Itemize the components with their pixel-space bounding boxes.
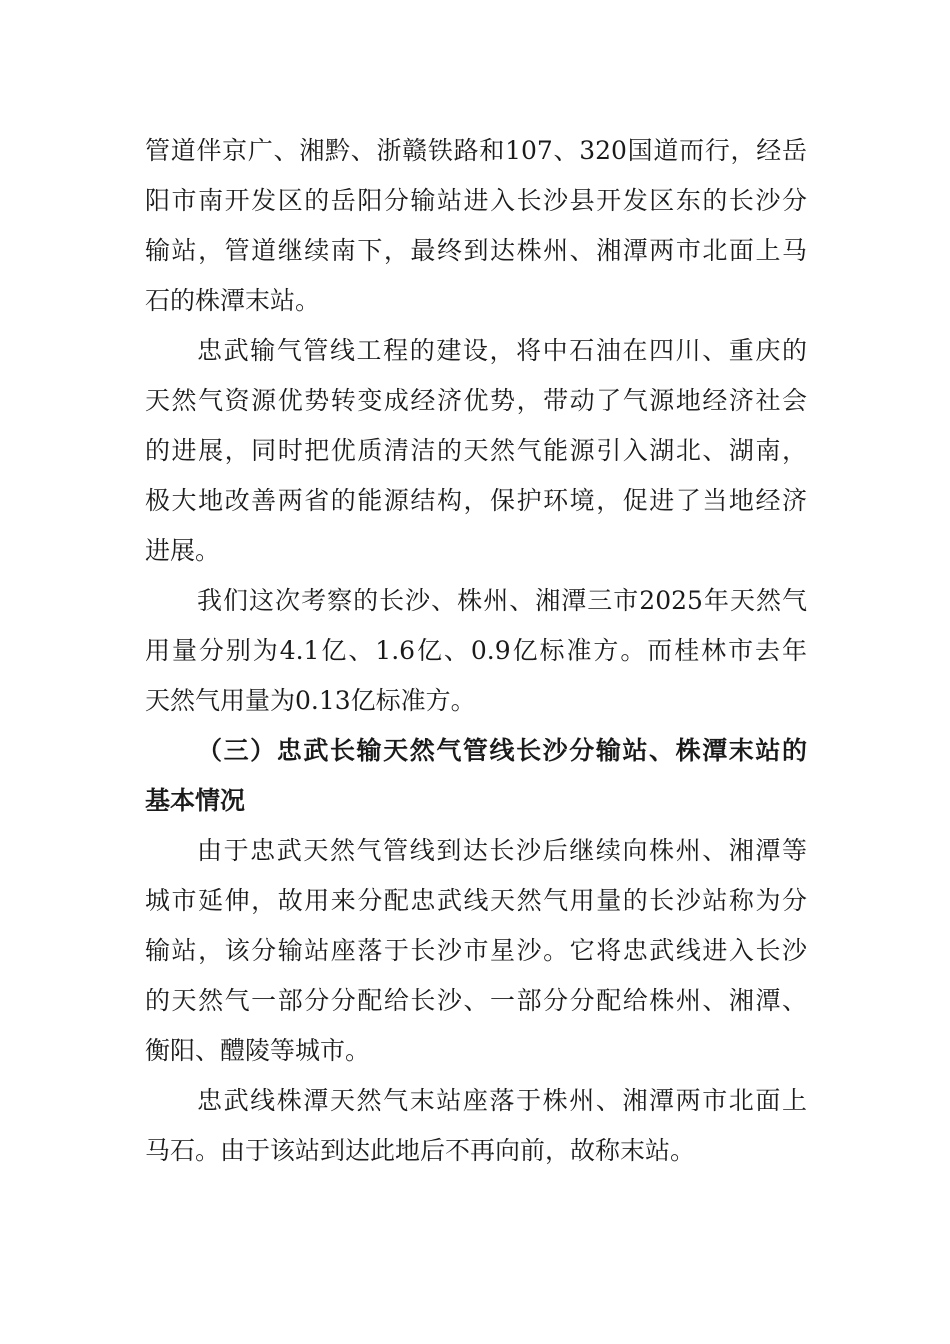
- text-line: 马石。由于该站到达此地后不再向前，故称末站。: [145, 1136, 696, 1165]
- section-heading: [145, 726, 807, 826]
- text-line: 的天然气一部分分配给长沙、一部分分配给株州、湘潭、: [145, 986, 807, 1015]
- heading-line: （三）忠武长输天然气管线长沙分输站、株潭末站的: [197, 736, 807, 765]
- paragraph-gas-consumption: [145, 576, 807, 726]
- text-line: 进展。: [145, 536, 221, 565]
- text-line: 衡阳、醴陵等城市。: [145, 1036, 371, 1065]
- paragraph-changsha-station: [145, 826, 807, 1076]
- text-line: 我们这次考察的长沙、株州、湘潭三市2025年天然气: [197, 586, 807, 615]
- text-line: 输站，该分输站座落于长沙市星沙。它将忠武线进入长沙: [145, 936, 807, 965]
- paragraph-pipeline-route: [145, 126, 807, 326]
- paragraph-project-benefits: [145, 326, 807, 576]
- text-line: 由于忠武天然气管线到达长沙后继续向株州、湘潭等: [197, 836, 807, 865]
- text-line: 极大地改善两省的能源结构，保护环境，促进了当地经济: [145, 486, 807, 515]
- text-line: 阳市南开发区的岳阳分输站进入长沙县开发区东的长沙分: [145, 186, 807, 215]
- text-line: 输站，管道继续南下，最终到达株州、湘潭两市北面上马: [145, 236, 807, 265]
- text-line: 石的株潭末站。: [145, 286, 321, 315]
- document-page: [145, 126, 807, 1176]
- text-line: 忠武线株潭天然气末站座落于株州、湘潭两市北面上: [197, 1086, 807, 1115]
- heading-line: 基本情况: [145, 786, 246, 815]
- text-line: 忠武输气管线工程的建设，将中石油在四川、重庆的: [197, 336, 807, 365]
- text-line: 天然气用量为0.13亿标准方。: [145, 686, 476, 715]
- text-line: 天然气资源优势转变成经济优势，带动了气源地经济社会: [145, 386, 807, 415]
- text-line: 城市延伸，故用来分配忠武线天然气用量的长沙站称为分: [145, 886, 807, 915]
- text-line: 的进展，同时把优质清洁的天然气能源引入湖北、湖南，: [145, 436, 807, 465]
- paragraph-terminal-station: [145, 1076, 807, 1176]
- text-line: 管道伴京广、湘黔、浙赣铁路和107、320国道而行，经岳: [145, 136, 807, 165]
- text-line: 用量分别为4.1亿、1.6亿、0.9亿标准方。而桂林市去年: [145, 636, 807, 665]
